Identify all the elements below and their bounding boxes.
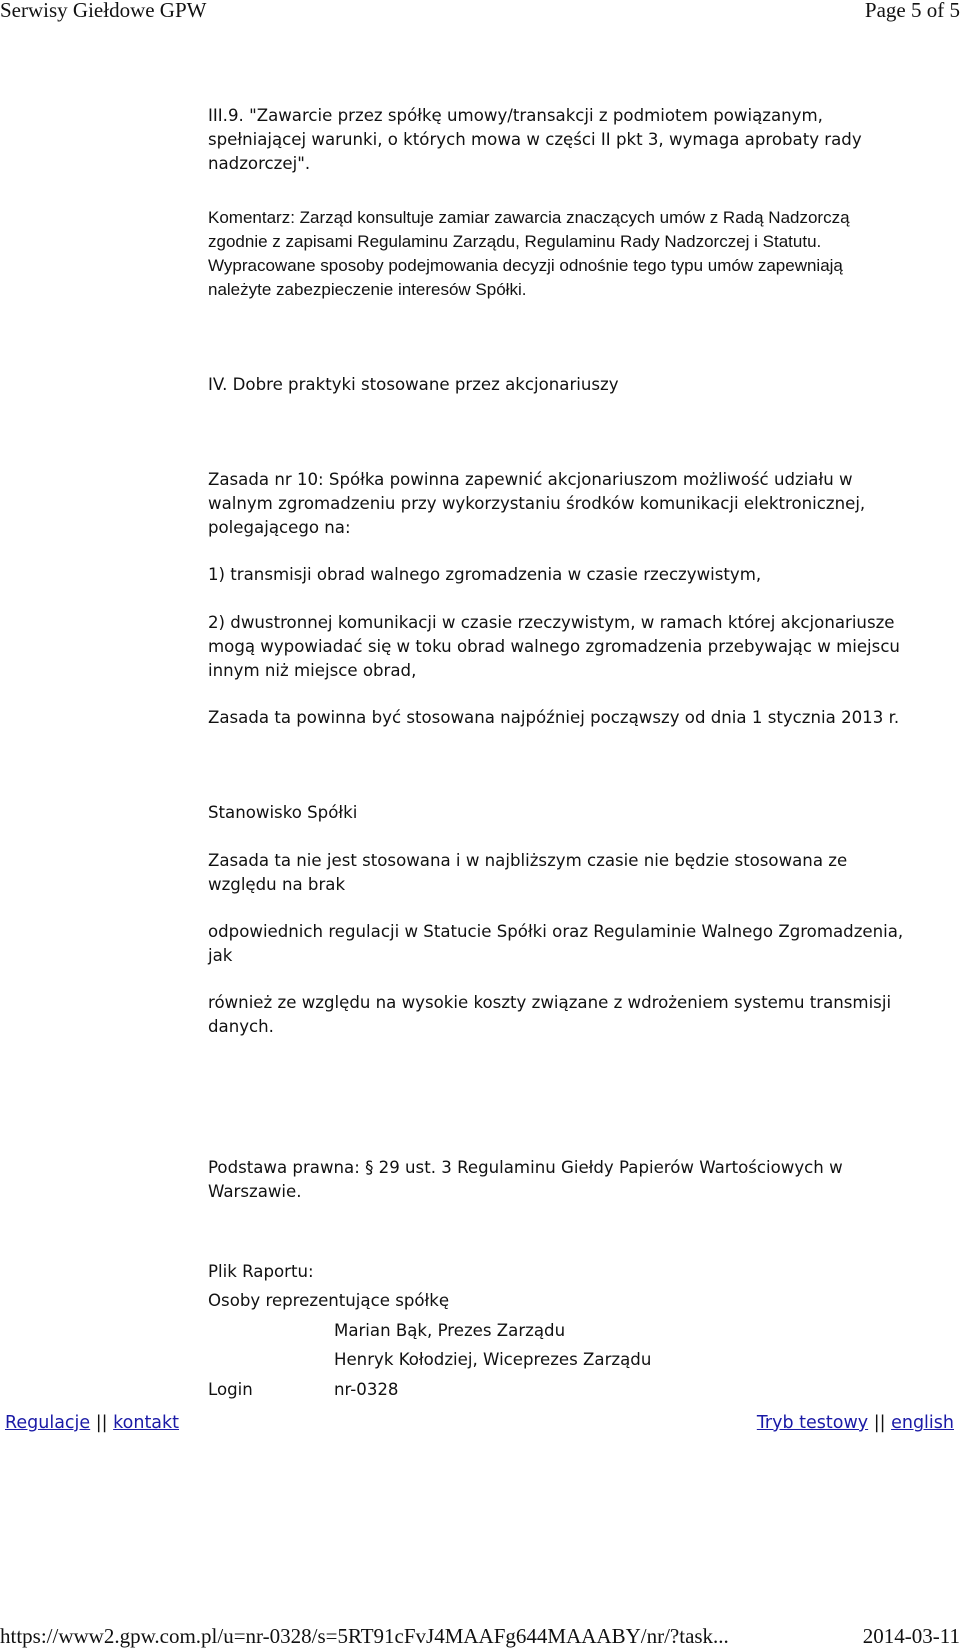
link-separator: || — [95, 1413, 108, 1433]
position-paragraph-3: również ze względu na wysokie koszty związane z wdrożeniem systemu transmisji danych. — [208, 993, 892, 1036]
page-indicator: Page 5 of 5 — [864, 0, 960, 22]
left-links — [5, 1413, 179, 1433]
company-position-heading: Stanowisko Spółki — [208, 803, 358, 822]
representative-1: Marian Bąk, Prezes Zarządu — [334, 1321, 566, 1340]
legal-basis: Podstawa prawna: § 29 ust. 3 Regulaminu Giełdy Papierów Wartościowych w Warszawie. — [208, 1158, 843, 1201]
section-4-heading: IV. Dobre praktyki stosowane przez akcjonariuszy — [208, 375, 619, 394]
rule-10-paragraph: Zasada nr 10: Spółka powinna zapewnić akcjonariuszom możliwość udziału w walnym zgromadzeniu przy wykorzystaniu środków komunikacji elektronicznej, polegającego na: — [208, 470, 866, 537]
print-footer — [0, 1624, 960, 1652]
rule-effective-date: Zasada ta powinna być stosowana najpóźniej począwszy od dnia 1 stycznia 2013 r. — [208, 708, 900, 727]
print-header — [0, 0, 960, 24]
footer-url: https://www2.gpw.com.pl/u=nr-0328/s=5RT91cFvJ4MAAFg644MAAABY/nr/?task... — [0, 1624, 729, 1648]
comment-paragraph: Komentarz: Zarząd konsultuje zamiar zawarcia znaczących umów z Radą Nadzorczą zgodnie z zapisami Regulaminu Zarządu, Regulaminu Rady Nadzorczej i Statutu. Wypracowane sposoby podejmowania decyzji odnośnie tego typu umów zapewniają należyte zabezpieczenie interesów Spółki. — [208, 208, 850, 299]
login-value: nr-0328 — [334, 1380, 399, 1399]
rule-item-1: 1) transmisji obrad walnego zgromadzenia w czasie rzeczywistym, — [208, 565, 762, 584]
right-links — [757, 1413, 954, 1433]
report-file-label: Plik Raportu: — [208, 1262, 314, 1281]
representatives-label: Osoby reprezentujące spółkę — [208, 1291, 450, 1310]
site-title: Serwisy Giełdowe GPW — [0, 0, 207, 22]
bottom-links — [0, 1413, 960, 1439]
login-label: Login — [208, 1380, 253, 1399]
position-paragraph-2: odpowiednich regulacji w Statucie Spółki oraz Regulaminie Walnego Zgromadzenia, jak — [208, 922, 904, 965]
representative-2: Henryk Kołodziej, Wiceprezes Zarządu — [334, 1350, 652, 1369]
link-separator: || — [873, 1413, 886, 1433]
position-paragraph-1: Zasada ta nie jest stosowana i w najbliższym czasie nie będzie stosowana ze względu na brak — [208, 851, 848, 894]
kontakt-link[interactable]: kontakt — [113, 1413, 180, 1433]
rule-item-2: 2) dwustronnej komunikacji w czasie rzeczywistym, w ramach której akcjonariusze mogą wypowiadać się w toku obrad walnego zgromadzenia przebywając w miejscu innym niż miejsce obrad, — [208, 613, 900, 680]
footer-date: 2014-03-11 — [862, 1624, 960, 1648]
regulacje-link[interactable]: Regulacje — [5, 1413, 91, 1433]
section-3-9-paragraph: III.9. "Zawarcie przez spółkę umowy/transakcji z podmiotem powiązanym, spełniającej warunki, o których mowa w części II pkt 3, wymaga aprobaty rady nadzorczej". — [208, 106, 862, 173]
tryb-testowy-link[interactable]: Tryb testowy — [756, 1413, 869, 1433]
english-link[interactable]: english — [891, 1413, 954, 1433]
